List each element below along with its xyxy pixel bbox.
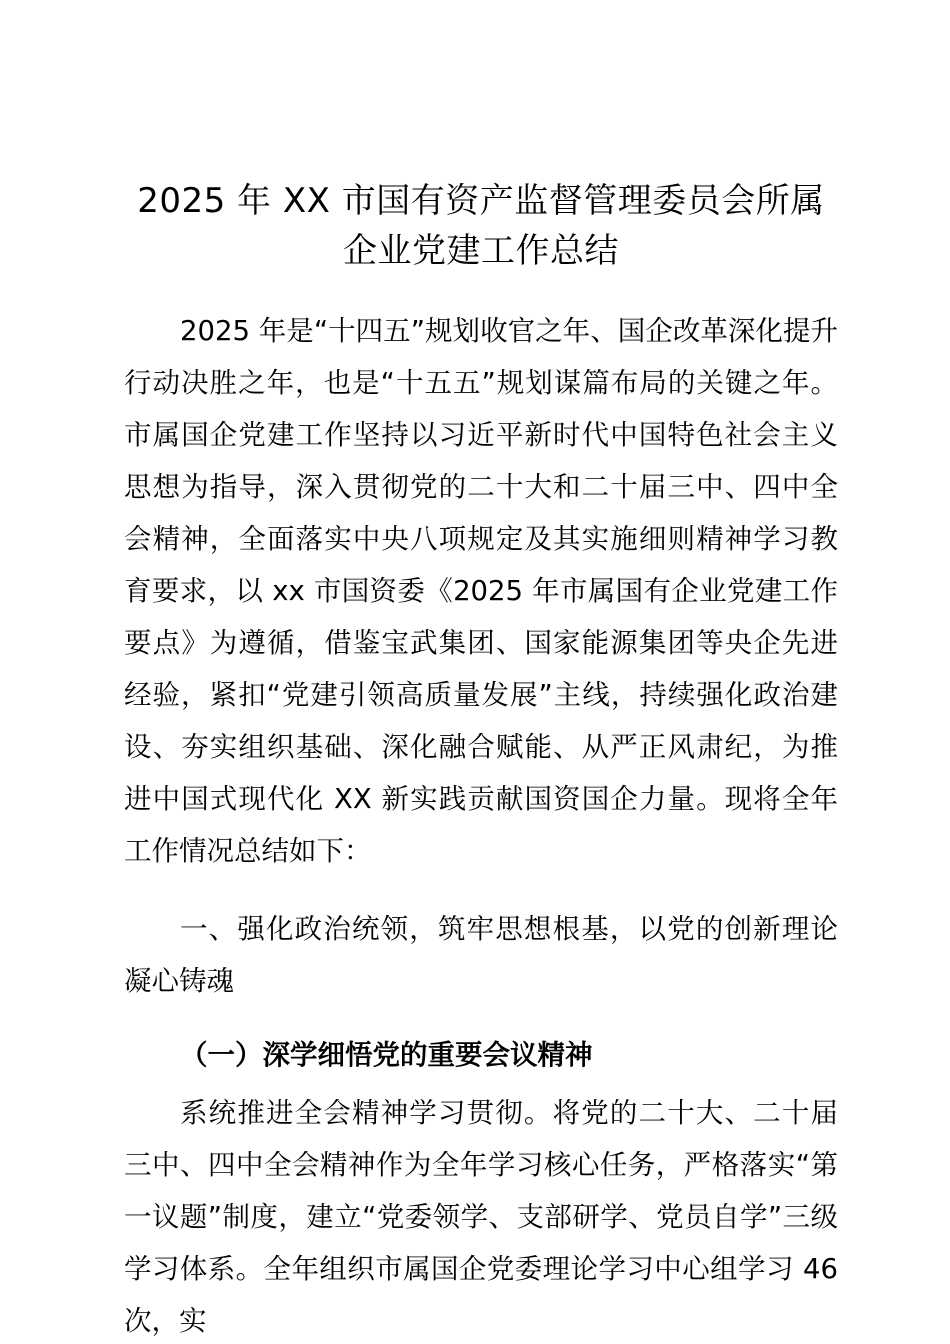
page-title-line-1: 2025 年 XX 市国有资产监督管理委员会所属 [137, 181, 825, 221]
document-body [124, 0, 838, 1344]
opening-paragraph: 2025 年是“十四五”规划收官之年、国企改革深化提升行动决胜之年，也是“十五五”规划谋篇布局的关键之年。市属国企党建工作坚持以习近平新时代中国特色社会主义思想为指导，深入贯彻党的二十大和二十届三中、四中全会精神，全面落实中央八项规定及其实施细则精神学习教育要求，以 xx 市国资委《2025 年市属国有企业党建工作要点》为遵循，借鉴宝武集团、国家能源集团等央企先进经验，紧扣“党建引领高质量发展”主线，持续强化政治建设、夯实组织基础、深化融合赋能、从严正风肃纪，为推进中国式现代化 XX 新实践贡献国资国企力量。现将全年工作情况总结如下： [124, 315, 838, 867]
page-title [124, 0, 838, 276]
section-heading-1: 一、强化政治统领，筑牢思想根基，以党的创新理论凝心铸魂 [124, 913, 838, 997]
subsection-heading-1-1: （一）深学细悟党的重要会议精神 [180, 1039, 593, 1071]
page-title-line-2: 企业党建工作总结 [343, 231, 619, 271]
subsection-1-1-body: 系统推进全会精神学习贯彻。将党的二十大、二十届三中、四中全会精神作为全年学习核心任务，严格落实“第一议题”制度，建立“党委领学、支部研学、党员自学”三级学习体系。全年组织市属国企党委理论学习中心组学习 46 次，实 [124, 1097, 838, 1337]
